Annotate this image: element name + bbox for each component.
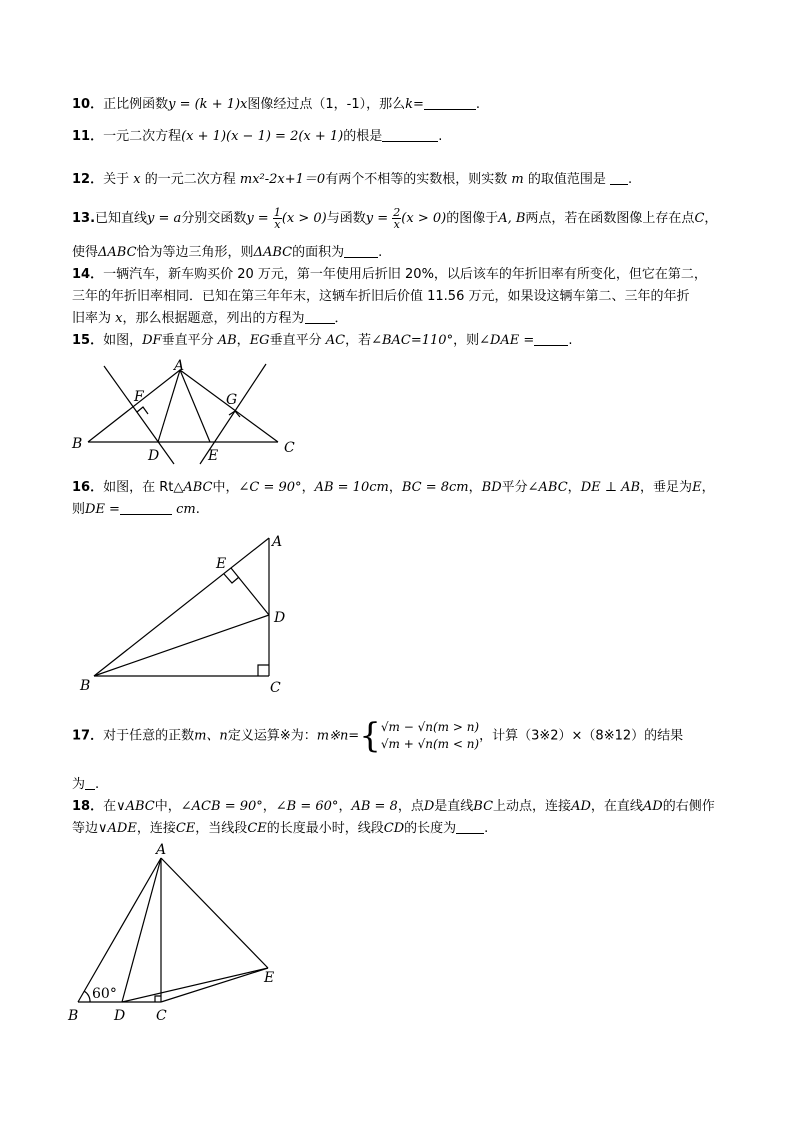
segment-ab bbox=[88, 370, 180, 442]
label-b: B bbox=[72, 436, 83, 452]
label-e: E bbox=[264, 970, 275, 986]
question-14-line-3: 旧率为 x，那么根据题意，列出的方程为 ． bbox=[72, 311, 348, 326]
question-number: 17． bbox=[72, 728, 104, 744]
right-angle-mark-c bbox=[258, 665, 269, 676]
question-number: 15． bbox=[72, 333, 104, 348]
segment-de bbox=[231, 568, 269, 615]
label-angle-60: 60° bbox=[92, 986, 117, 1002]
answer-blank[interactable] bbox=[305, 309, 335, 324]
answer-blank[interactable] bbox=[456, 819, 484, 834]
question-15: 15．如图，DF垂直平分 AB，EG垂直平分 AC，若∠BAC=110°，则∠DAE = . bbox=[72, 333, 573, 348]
label-c: C bbox=[284, 440, 295, 456]
answer-blank[interactable] bbox=[534, 331, 568, 346]
question-number: 18． bbox=[72, 799, 104, 814]
answer-blank[interactable] bbox=[382, 127, 438, 142]
label-c: C bbox=[156, 1008, 167, 1024]
question-16-line-2: 则DE = cm. bbox=[72, 502, 200, 517]
question-11: 11．一元二次方程(x + 1)(x − 1) = 2(x + 1)的根是 . bbox=[72, 129, 443, 144]
label-g: G bbox=[226, 392, 238, 408]
answer-blank[interactable] bbox=[610, 170, 628, 185]
label-b: B bbox=[68, 1008, 79, 1024]
label-e: E bbox=[216, 556, 227, 572]
label-d: D bbox=[148, 448, 160, 464]
question-number: 16． bbox=[72, 480, 104, 495]
segment-ab bbox=[78, 858, 161, 1002]
question-18: 18．在∨ABC中，∠ACB = 90°，∠B = 60°，AB = 8，点D是直线BC上动点，连接AD，在直线AD的右侧作 bbox=[72, 799, 715, 814]
label-a: A bbox=[272, 534, 283, 550]
label-a: A bbox=[156, 842, 167, 858]
perp-bisector-df bbox=[104, 366, 174, 464]
question-17-line-2: 为 . bbox=[72, 777, 100, 792]
figure-15 bbox=[70, 356, 310, 466]
fraction-2-over-x: $\frac{2}{x}$ bbox=[393, 206, 401, 231]
label-c: C bbox=[270, 680, 281, 696]
figure-18 bbox=[64, 838, 294, 1028]
answer-blank[interactable] bbox=[85, 775, 95, 790]
question-17: 17．对于任意的正数m、n定义运算※为：m※n={ √m − √n(m > n) √m + √n(m < n) ，计算（3※2）×（8※12）的结果 bbox=[72, 716, 684, 756]
figure-16 bbox=[76, 528, 306, 696]
question-13-line-2: 使得ΔABC恰为等边三角形，则ΔABC的面积为 . bbox=[72, 245, 383, 260]
question-number: 14． bbox=[72, 267, 104, 282]
question-10: 10．正比例函数y = (k + 1)x图像经过点（1，-1），那么k= . bbox=[72, 97, 481, 112]
label-e: E bbox=[208, 448, 219, 464]
answer-blank[interactable] bbox=[344, 243, 378, 258]
question-number: 10． bbox=[72, 97, 104, 112]
answer-blank[interactable] bbox=[120, 500, 172, 515]
angle-arc-b bbox=[84, 991, 90, 1002]
right-angle-mark-f bbox=[137, 407, 148, 414]
question-number: 13. bbox=[72, 211, 96, 226]
question-14: 14．一辆汽车，新车购买价 20 万元，第一年使用后折旧 20%，以后该车的年折旧率有所变化，但它在第二， bbox=[72, 267, 707, 282]
piecewise-brace: { bbox=[359, 716, 381, 756]
segment-ba bbox=[94, 538, 269, 676]
fraction-1-over-x: $\frac{1}{x}$ bbox=[273, 206, 281, 231]
label-d: D bbox=[114, 1008, 126, 1024]
right-angle-mark-g bbox=[229, 411, 240, 417]
piecewise-cases: √m − √n(m > n) √m + √n(m < n) bbox=[380, 720, 480, 751]
question-18-line-2: 等边∨ADE，连接CE，当线段CE的长度最小时，线段CD的长度为 . bbox=[72, 821, 489, 836]
segment-ad bbox=[158, 370, 180, 442]
segment-de bbox=[122, 968, 268, 1002]
segment-ce bbox=[161, 968, 268, 1002]
question-12: 12．关于 x 的一元二次方程 mx²-2x+1＝0有两个不相等的实数根，则实数 m 的取值范围是 . bbox=[72, 172, 633, 187]
question-16: 16．如图，在 Rt△ABC中，∠C = 90°，AB = 10cm，BC = 8cm，BD平分∠ABC，DE ⊥ AB，垂足为E， bbox=[72, 480, 715, 495]
segment-ad bbox=[122, 858, 161, 1002]
segment-ae bbox=[161, 858, 268, 968]
question-number: 12． bbox=[72, 172, 104, 187]
label-d: D bbox=[274, 610, 286, 626]
question-14-line-2: 三年的年折旧率相同．已知在第三年年末，这辆车折旧后价值 11.56 万元，如果设这辆车第二、三年的年折 bbox=[72, 289, 690, 304]
question-13: 13.已知直线y = a分别交函数y = $\frac{1}{x}$ (x > 0)与函数y = $\frac{2}{x}$ (x > 0)的图像于A, B两点，若在函数图像上存在点C， bbox=[72, 206, 718, 231]
label-f: F bbox=[134, 389, 144, 405]
label-b: B bbox=[80, 678, 91, 694]
answer-blank[interactable] bbox=[424, 95, 476, 110]
label-a: A bbox=[174, 358, 185, 374]
question-number: 11． bbox=[72, 129, 104, 144]
segment-bd bbox=[94, 615, 269, 676]
right-angle-mark-c bbox=[155, 996, 161, 1002]
